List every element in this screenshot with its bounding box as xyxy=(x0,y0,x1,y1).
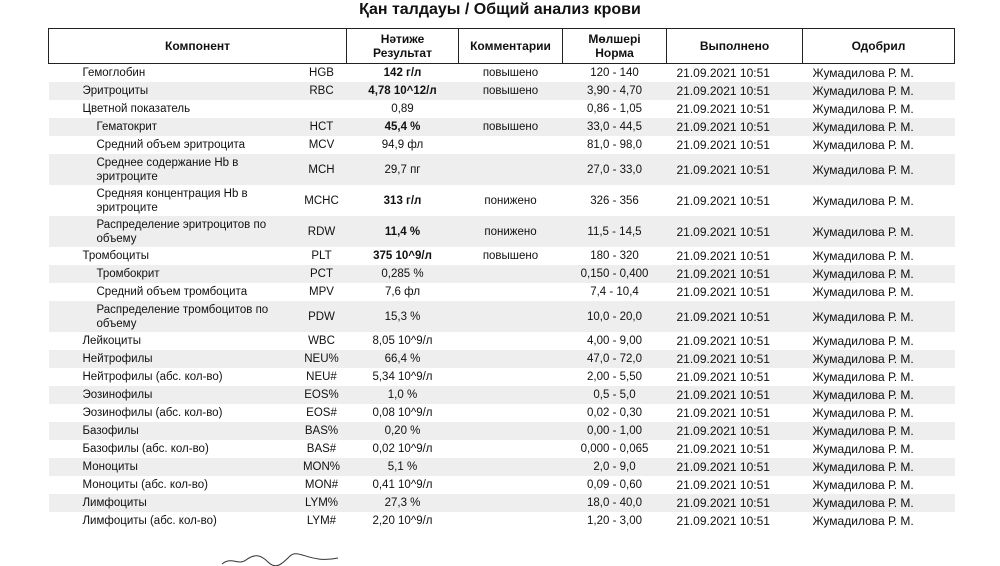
header-component: Компонент xyxy=(49,29,347,64)
cell-done-date: 21.09.2021 10:51 xyxy=(676,224,770,239)
cell-component-name: Цветной показатель xyxy=(82,103,191,115)
table-row xyxy=(49,185,955,216)
cell-comment: повышено xyxy=(482,85,539,97)
cell-norm: 0,09 - 0,60 xyxy=(587,479,642,491)
cell-norm: 2,00 - 5,50 xyxy=(587,371,642,383)
cell-approved-by: Жумадилова Р. М. xyxy=(812,309,914,324)
cell-code: RDW xyxy=(307,225,336,238)
cell-component-name: Распределение эритроцитов по объему xyxy=(96,218,267,245)
signature-scribble xyxy=(220,552,340,566)
cell-result: 11,4 % xyxy=(384,225,421,238)
cell-done-date: 21.09.2021 10:51 xyxy=(676,102,770,116)
cell-norm: 0,000 - 0,065 xyxy=(580,443,649,455)
table-row xyxy=(49,440,955,458)
cell-result: 27,3 % xyxy=(384,497,421,509)
cell-approved-by: Жумадилова Р. М. xyxy=(812,478,914,492)
header-comments: Комментарии xyxy=(459,29,563,64)
cell-approved-by: Жумадилова Р. М. xyxy=(812,334,914,348)
cell-code: MON% xyxy=(302,461,341,473)
cell-approved-by: Жумадилова Р. М. xyxy=(812,514,914,528)
cell-code: RBC xyxy=(309,85,334,97)
cell-component-name: Нейтрофилы (абс. кол-во) xyxy=(82,371,223,383)
cell-result: 0,08 10^9/л xyxy=(372,407,433,419)
cell-result: 0,285 % xyxy=(381,268,424,280)
cell-code: MCV xyxy=(308,139,335,151)
cell-code: PCT xyxy=(310,268,333,280)
cell-norm: 3,90 - 4,70 xyxy=(587,85,642,97)
cell-approved-by: Жумадилова Р. М. xyxy=(812,370,914,384)
cell-code: MON# xyxy=(304,479,339,491)
cell-approved-by: Жумадилова Р. М. xyxy=(812,224,914,239)
cell-norm: 4,00 - 9,00 xyxy=(587,335,642,347)
cell-code: EOS# xyxy=(306,407,337,419)
cell-result: 4,78 10^12/л xyxy=(368,85,437,97)
cell-norm: 0,00 - 1,00 xyxy=(587,425,642,437)
page-title: Қан талдауы / Общий анализ крови xyxy=(359,1,641,18)
cell-component-name: Эозинофилы xyxy=(82,389,153,401)
cell-norm: 7,4 - 10,4 xyxy=(590,286,639,298)
cell-result: 1,0 % xyxy=(387,389,418,401)
cell-comment xyxy=(459,265,563,283)
cell-code: NEU# xyxy=(306,371,337,383)
cell-done-date: 21.09.2021 10:51 xyxy=(676,193,770,208)
cell-norm: 120 - 140 xyxy=(590,67,639,79)
cell-approved-by: Жумадилова Р. М. xyxy=(812,388,914,402)
cell-result: 94,9 фл xyxy=(381,139,424,151)
cell-component-name: Тромбокрит xyxy=(96,268,160,280)
cell-component-name: Распределение тромбоцитов по объему xyxy=(96,303,269,330)
cell-code: MCH xyxy=(308,163,335,176)
cell-done-date: 21.09.2021 10:51 xyxy=(676,370,770,384)
cell-norm: 0,5 - 5,0 xyxy=(593,389,636,401)
table-row xyxy=(49,512,955,530)
cell-result: 8,05 10^9/л xyxy=(372,335,433,347)
cell-done-date: 21.09.2021 10:51 xyxy=(676,309,770,324)
cell-result: 0,02 10^9/л xyxy=(372,443,433,455)
cell-done-date: 21.09.2021 10:51 xyxy=(676,388,770,402)
cell-comment: понижено xyxy=(484,225,537,238)
cell-result: 0,20 % xyxy=(384,425,421,437)
table-row xyxy=(49,332,955,350)
header-done: Выполнено xyxy=(667,29,803,64)
cell-approved-by: Жумадилова Р. М. xyxy=(812,249,914,263)
cell-done-date: 21.09.2021 10:51 xyxy=(676,162,770,177)
cell-code: HGB xyxy=(309,67,334,79)
cell-comment xyxy=(459,458,563,476)
cell-done-date: 21.09.2021 10:51 xyxy=(676,120,770,134)
cell-comment xyxy=(459,494,563,512)
table-row xyxy=(49,283,955,301)
cell-result: 375 10^9/л xyxy=(373,250,432,262)
cell-component-name: Моноциты xyxy=(82,461,138,473)
cell-comment xyxy=(459,154,563,185)
cell-component-name: Гематокрит xyxy=(96,121,158,133)
table-row xyxy=(49,82,955,100)
table-row xyxy=(49,118,955,136)
cell-code: EOS% xyxy=(304,389,339,401)
table-header-row xyxy=(49,29,955,64)
header-result-kz: Нәтиже xyxy=(380,32,425,46)
cell-approved-by: Жумадилова Р. М. xyxy=(812,460,914,474)
cell-done-date: 21.09.2021 10:51 xyxy=(676,442,770,456)
cell-done-date: 21.09.2021 10:51 xyxy=(676,496,770,510)
cell-approved-by: Жумадилова Р. М. xyxy=(812,352,914,366)
cell-comment xyxy=(459,368,563,386)
cell-comment xyxy=(459,350,563,368)
cell-component-name: Среднее содержание Hb в эритроците xyxy=(96,156,239,183)
cell-code xyxy=(297,100,347,118)
cell-result: 142 г/л xyxy=(383,67,422,79)
cell-approved-by: Жумадилова Р. М. xyxy=(812,66,914,80)
cell-done-date: 21.09.2021 10:51 xyxy=(676,267,770,281)
cell-done-date: 21.09.2021 10:51 xyxy=(676,249,770,263)
table-row xyxy=(49,64,955,83)
header-result xyxy=(347,29,459,64)
cell-approved-by: Жумадилова Р. М. xyxy=(812,267,914,281)
cell-comment: повышено xyxy=(482,121,539,133)
cell-component-name: Лейкоциты xyxy=(82,335,141,347)
cell-component-name: Средняя концентрация Hb в эритроците xyxy=(96,187,248,214)
cell-done-date: 21.09.2021 10:51 xyxy=(676,514,770,528)
cell-component-name: Лимфоциты xyxy=(82,497,147,509)
cell-component-name: Средний объем тромбоцита xyxy=(96,286,248,298)
table-row xyxy=(49,301,955,332)
table-row xyxy=(49,136,955,154)
cell-norm: 0,86 - 1,05 xyxy=(587,103,642,115)
cell-comment: повышено xyxy=(482,67,539,79)
cell-norm: 180 - 320 xyxy=(590,250,639,262)
cell-comment xyxy=(459,422,563,440)
cell-code: MCHC xyxy=(304,194,339,207)
table-row xyxy=(49,350,955,368)
cell-approved-by: Жумадилова Р. М. xyxy=(812,285,914,299)
table-row xyxy=(49,265,955,283)
cell-result: 15,3 % xyxy=(384,310,421,323)
cell-norm: 1,20 - 3,00 xyxy=(587,515,642,527)
cell-code: LYM# xyxy=(306,515,337,527)
cell-approved-by: Жумадилова Р. М. xyxy=(812,102,914,116)
cell-comment xyxy=(459,100,563,118)
cell-component-name: Эритроциты xyxy=(82,85,149,97)
header-norm-kz: Мөлшері xyxy=(588,32,641,46)
cell-approved-by: Жумадилова Р. М. xyxy=(812,138,914,152)
cell-norm: 47,0 - 72,0 xyxy=(587,353,642,365)
header-norm-ru: Норма xyxy=(595,46,634,60)
cell-result: 45,4 % xyxy=(384,121,421,133)
blood-test-table xyxy=(48,28,955,530)
cell-comment xyxy=(459,283,563,301)
cell-done-date: 21.09.2021 10:51 xyxy=(676,424,770,438)
cell-approved-by: Жумадилова Р. М. xyxy=(812,442,914,456)
cell-norm: 0,02 - 0,30 xyxy=(587,407,642,419)
cell-comment xyxy=(459,404,563,422)
cell-comment xyxy=(459,386,563,404)
cell-component-name: Эозинофилы (абс. кол-во) xyxy=(82,407,223,419)
cell-result: 66,4 % xyxy=(384,353,421,365)
cell-norm: 326 - 356 xyxy=(590,194,639,207)
table-row xyxy=(49,422,955,440)
header-result-ru: Результат xyxy=(373,46,432,60)
cell-component-name: Базофилы (абс. кол-во) xyxy=(82,443,209,455)
cell-norm: 2,0 - 9,0 xyxy=(593,461,636,473)
cell-component-name: Гемоглобин xyxy=(82,67,146,79)
cell-approved-by: Жумадилова Р. М. xyxy=(812,424,914,438)
cell-approved-by: Жумадилова Р. М. xyxy=(812,84,914,98)
cell-done-date: 21.09.2021 10:51 xyxy=(676,406,770,420)
cell-result: 5,34 10^9/л xyxy=(372,371,433,383)
cell-done-date: 21.09.2021 10:51 xyxy=(676,460,770,474)
cell-approved-by: Жумадилова Р. М. xyxy=(812,162,914,177)
cell-result: 0,41 10^9/л xyxy=(372,479,433,491)
table-row xyxy=(49,458,955,476)
cell-result: 2,20 10^9/л xyxy=(372,515,433,527)
cell-code: WBC xyxy=(308,335,335,347)
cell-approved-by: Жумадилова Р. М. xyxy=(812,496,914,510)
cell-norm: 0,150 - 0,400 xyxy=(580,268,649,280)
table-row xyxy=(49,216,955,247)
cell-component-name: Тромбоциты xyxy=(82,250,149,262)
cell-done-date: 21.09.2021 10:51 xyxy=(676,478,770,492)
cell-approved-by: Жумадилова Р. М. xyxy=(812,406,914,420)
cell-result: 29,7 пг xyxy=(384,163,421,176)
cell-code: BAS% xyxy=(304,425,339,437)
table-row xyxy=(49,404,955,422)
table-row xyxy=(49,368,955,386)
cell-component-name: Средний объем эритроцита xyxy=(96,139,246,151)
cell-comment xyxy=(459,512,563,530)
cell-component-name: Нейтрофилы xyxy=(82,353,153,365)
header-norm xyxy=(563,29,667,64)
cell-code: LYM% xyxy=(304,497,339,509)
table-row xyxy=(49,494,955,512)
cell-done-date: 21.09.2021 10:51 xyxy=(676,334,770,348)
cell-done-date: 21.09.2021 10:51 xyxy=(676,352,770,366)
cell-result: 7,6 фл xyxy=(384,286,421,298)
cell-comment: повышено xyxy=(482,250,539,262)
cell-norm: 27,0 - 33,0 xyxy=(587,163,642,176)
cell-approved-by: Жумадилова Р. М. xyxy=(812,193,914,208)
cell-norm: 18,0 - 40,0 xyxy=(587,497,642,509)
table-row xyxy=(49,476,955,494)
cell-norm: 11,5 - 14,5 xyxy=(587,225,642,238)
cell-result: 5,1 % xyxy=(387,461,418,473)
cell-code: PDW xyxy=(308,310,335,323)
cell-norm: 81,0 - 98,0 xyxy=(587,139,642,151)
cell-norm: 10,0 - 20,0 xyxy=(587,310,642,323)
header-approved: Одобрил xyxy=(803,29,955,64)
cell-comment xyxy=(459,476,563,494)
cell-norm: 33,0 - 44,5 xyxy=(587,121,642,133)
cell-done-date: 21.09.2021 10:51 xyxy=(676,138,770,152)
cell-code: NEU% xyxy=(304,353,339,365)
cell-code: HCT xyxy=(309,121,334,133)
table-row xyxy=(49,247,955,265)
cell-component-name: Моноциты (абс. кол-во) xyxy=(82,479,208,491)
cell-comment xyxy=(459,136,563,154)
cell-approved-by: Жумадилова Р. М. xyxy=(812,120,914,134)
cell-component-name: Лимфоциты (абс. кол-во) xyxy=(82,515,217,527)
cell-comment xyxy=(459,440,563,458)
cell-result: 313 г/л xyxy=(383,194,422,207)
cell-comment xyxy=(459,332,563,350)
cell-done-date: 21.09.2021 10:51 xyxy=(676,84,770,98)
cell-component-name: Базофилы xyxy=(82,425,139,437)
cell-done-date: 21.09.2021 10:51 xyxy=(676,66,770,80)
cell-done-date: 21.09.2021 10:51 xyxy=(676,285,770,299)
table-row xyxy=(49,100,955,118)
cell-result: 0,89 xyxy=(391,103,414,115)
table-row xyxy=(49,154,955,185)
cell-comment: понижено xyxy=(484,194,537,207)
cell-code: MPV xyxy=(309,286,334,298)
cell-code: BAS# xyxy=(306,443,337,455)
cell-comment xyxy=(459,301,563,332)
table-row xyxy=(49,386,955,404)
cell-code: PLT xyxy=(311,250,332,262)
